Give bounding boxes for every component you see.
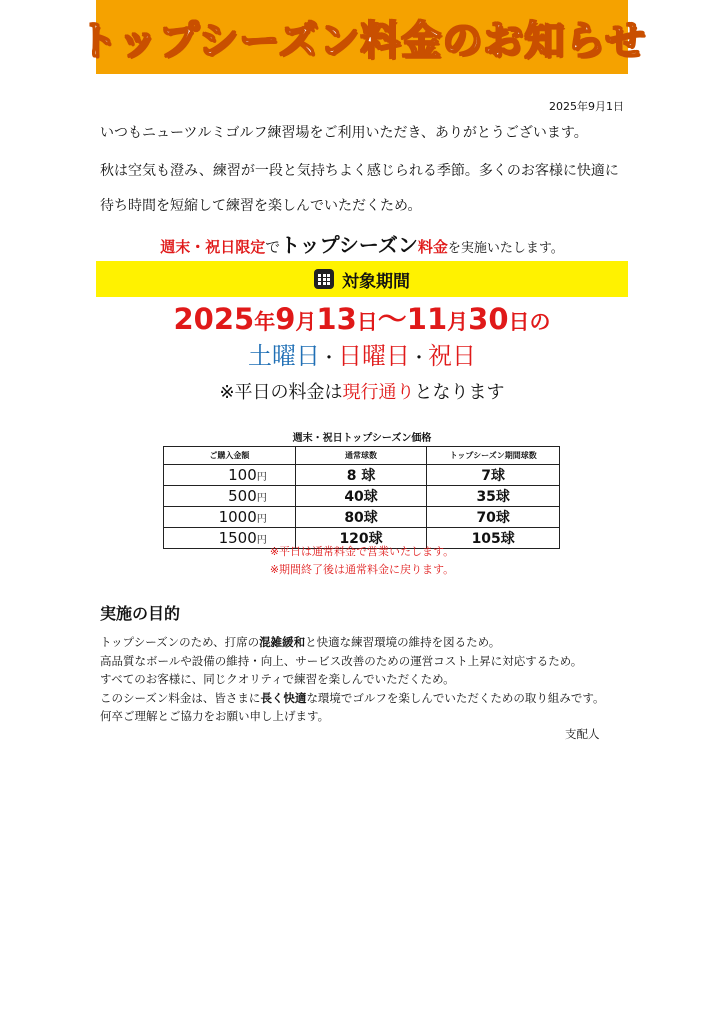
period-day-1: 13: [316, 302, 357, 336]
purpose-line-4: このシーズン料金は、皆さまに長く快適な環境でゴルフを楽しんでいただくための取り組みです。: [100, 691, 605, 705]
purpose-line-5: 何卒ご理解とご協力をお願い申し上げます。: [100, 709, 330, 723]
top-balls-cell: 35球: [427, 486, 560, 507]
weekday-note-b: 現行通り: [342, 382, 415, 403]
table-row: [164, 486, 560, 507]
period-day-unit-1: 日: [356, 310, 378, 334]
weekday-note-a: ※平日の料金は: [219, 382, 343, 403]
period-label: 対象期間: [342, 271, 410, 292]
headline: [0, 229, 724, 258]
title-banner: [78, 0, 646, 74]
period-tilde: ～: [377, 302, 407, 336]
weekday-note: [0, 378, 724, 404]
signature: 支配人: [565, 727, 600, 741]
period-month-1: 9: [275, 302, 296, 336]
table-header: ご購入金額: [164, 447, 296, 465]
period-no: の: [529, 310, 551, 334]
period-month-unit-2: 月: [447, 310, 469, 334]
target-days: [0, 336, 724, 371]
table-header: 通常球数: [295, 447, 427, 465]
table-title: 週末・祝日トップシーズン価格: [292, 433, 432, 444]
table-header: トップシーズン期間球数: [427, 447, 560, 465]
period-bar: [96, 261, 628, 297]
purpose-line-3: すべてのお客様に、同じクオリティで練習を楽しんでいただくため。: [100, 672, 455, 686]
weekday-note-c: となります: [414, 382, 505, 403]
top-balls-cell: 105球: [427, 528, 560, 549]
price-table: [163, 446, 560, 549]
headline-weekend: 週末・祝日限定: [160, 238, 266, 256]
intro-line-3: 待ち時間を短縮して練習を楽しんでいただくため。: [100, 198, 422, 214]
table-header-row: [164, 447, 560, 465]
page-title: トップシーズン料金のお知らせ: [78, 17, 646, 64]
calendar-icon: [314, 269, 334, 289]
day-sunday: 日曜日: [338, 342, 410, 370]
normal-balls-cell: 8 球: [295, 465, 427, 486]
normal-balls-cell: 40球: [295, 486, 427, 507]
notice-date: 2025年9月1日: [549, 100, 624, 113]
period-day-unit-2: 日: [508, 310, 530, 334]
day-dot-2: ・: [410, 348, 428, 369]
top-balls-cell: 70球: [427, 507, 560, 528]
period-dates: [0, 297, 724, 338]
table-row: [164, 465, 560, 486]
period-year: 2025: [173, 302, 255, 336]
headline-de: で: [265, 238, 281, 256]
amount-cell: 1000円: [164, 507, 296, 528]
purpose-line-2: 高品質なボールや設備の維持・向上、サービス改善のための運営コスト上昇に対応するため。: [100, 654, 583, 668]
purpose-heading: 実施の目的: [100, 604, 181, 623]
amount-cell: 100円: [164, 465, 296, 486]
normal-balls-cell: 80球: [295, 507, 427, 528]
headline-end: を実施いたします。: [447, 241, 564, 256]
table-row: [164, 507, 560, 528]
intro-line-2: 秋は空気も澄み、練習が一段と気持ちよく感じられる季節。多くのお客様に快適に: [100, 163, 619, 179]
period-year-unit: 年: [254, 310, 276, 334]
amount-cell: 1500円: [164, 528, 296, 549]
period-month-unit-1: 月: [295, 310, 317, 334]
day-holiday: 祝日: [428, 342, 476, 370]
purpose-line-1: トップシーズンのため、打席の混雑緩和と快適な練習環境の維持を図るため。: [100, 635, 501, 649]
top-balls-cell: 7球: [427, 465, 560, 486]
period-month-2: 11: [406, 302, 448, 336]
headline-topseason: トップシーズン: [280, 233, 418, 257]
note-weekday: ※平日は通常料金で営業いたします。: [269, 545, 455, 558]
note-after-period: ※期間終了後は通常料金に戻ります。: [269, 563, 455, 576]
normal-balls-cell: 120球: [295, 528, 427, 549]
period-day-2: 30: [468, 302, 509, 336]
amount-cell: 500円: [164, 486, 296, 507]
headline-fee: 料金: [417, 238, 448, 256]
intro-line-1: いつもニューツルミゴルフ練習場をご利用いただき、ありがとうございます。: [100, 125, 588, 141]
day-dot-1: ・: [320, 348, 338, 369]
day-saturday: 土曜日: [248, 342, 320, 370]
